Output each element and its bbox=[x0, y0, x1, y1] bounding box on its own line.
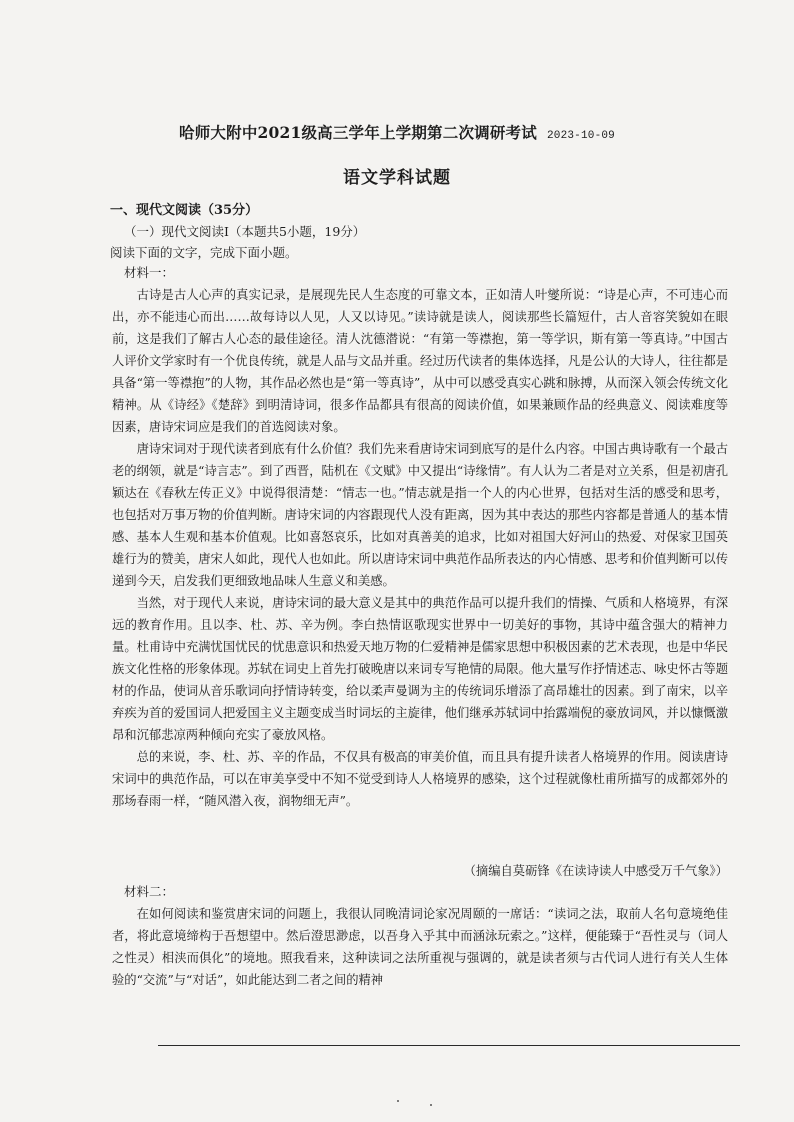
subject-title: 语文学科试题 bbox=[343, 168, 451, 188]
scan-speck bbox=[397, 1100, 399, 1102]
exam-title-text: 哈师大附中2021级高三学年上学期第二次调研考试 bbox=[179, 123, 537, 142]
section-heading: 一、现代文阅读（35分） bbox=[110, 203, 259, 218]
exam-title bbox=[0, 121, 794, 143]
scan-speck bbox=[430, 1104, 432, 1106]
paragraph: 当然，对于现代人来说，唐诗宋词的最大意义是其中的典范作品可以提升我们的情操、气质和人格境界，有深远的教育作用。且以李、杜、苏、辛为例。李白热情讴歌现实世界中一切美好的事物，其诗中蕴含强大的精神力量。杜甫诗中充满忧国忧民的忧患意识和热爱天地万物的仁爱精神是儒家思想中积极因素的艺术表现，也是中华民族文化性格的形象体现。苏轼在词史上首先打破晚唐以来词专写艳情的局限。他大量写作抒情述志、咏史怀古等题材的作品，使词从音乐歌词向抒情诗转变，给以柔声曼调为主的传统词乐增添了高昂雄壮的因素。到了南宋，以辛弃疾为首的爱国词人把爱国主义主题变成当时词坛的主旋律，他们继承苏轼词中抬露端倪的豪放词风，并以慷慨激昂和沉郁悲凉两种倾向充实了豪放风格。 bbox=[112, 596, 728, 742]
section-subheading: （一）现代文阅读Ⅰ（本题共5小题，19分） bbox=[124, 224, 366, 239]
paragraph: 总的来说，李、杜、苏、辛的作品，不仅具有极高的审美价值，而且具有提升读者人格境界的作用。阅读唐诗宋词中的典范作品，可以在审美享受中不知不觉受到诗人人格境界的感染，这个过程就像杜甫所描写的成都郊外的那场春雨一样，“随风潜入夜，润物细无声”。 bbox=[112, 750, 728, 808]
exam-date: 2023-10-09 bbox=[546, 130, 615, 142]
material-2-label: 材料二： bbox=[124, 884, 175, 899]
paragraph: 唐诗宋词对于现代读者到底有什么价值？我们先来看唐诗宋词到底写的是什么内容。中国古典诗歌有一个最古老的纲领，就是“诗言志”。到了西晋，陆机在《文赋》中又提出“诗缘情”。有人认为二者是对立关系，但是初唐孔颖达在《春秋左传正义》中说得很清楚：“情志一也。”情志就是指一个人的内心世界，包括对生活的感受和思考，也包括对万事万物的价值判断。唐诗宋词的内容跟现代人没有距离，因为其中表达的那些内容都是普通人的基本情感、基本人生观和基本价值观。比如喜怒哀乐，比如对真善美的追求，比如对祖国大好河山的热爱、对保家卫国英雄行为的赞美，唐宋人如此，现代人也如此。所以唐诗宋词中典范作品所表达的内心情感、思考和价值判断可以传递到今天，启发我们更细致地品味人生意义和美感。 bbox=[112, 442, 728, 588]
material-1-body bbox=[112, 284, 728, 812]
material-1-label: 材料一： bbox=[124, 265, 175, 280]
material-1-citation: （摘编自莫砺锋《在读诗读人中感受万千气象》） bbox=[463, 864, 728, 878]
paragraph: 古诗是古人心声的真实记录，是展现先民人生态度的可靠文本，正如清人叶燮所说：“诗是心声，不可违心而出，亦不能违心而出……故每诗以人见，人又以诗见。”读诗就是读人，阅读那些长篇短什，古人音容笑貌如在眼前，这是我们了解古人心态的最佳途径。清人沈德潜说：“有第一等襟抱，第一等学识，斯有第一等真诗。”中国古人评价文学家时有一个优良传统，就是人品与文品并重。经过历代读者的集体选择，凡是公认的大诗人，往往都是具备“第一等襟抱”的人物，其作品必然也是“第一等真诗”，从中可以感受真实心跳和脉搏，从而深入领会传统文化精神。从《诗经》《楚辞》到明清诗词，很多作品都具有很高的阅读价值，如果兼顾作品的经典意义、阅读难度等因素，唐诗宋词应是我们的首选阅读对象。 bbox=[112, 288, 728, 434]
material-2-body bbox=[112, 903, 728, 991]
footer-rule bbox=[158, 1045, 740, 1046]
paragraph: 在如何阅读和鉴赏唐宋词的问题上，我很认同晚清词论家况周颐的一席话：“读词之法，取前人名句意境绝佳者，将此意境缔构于吾想望中。然后澄思渺虑，以吾身入乎其中而涵泳玩索之。”这样，便能臻于“吾性灵与（词人之性灵）相浃而俱化”的境地。照我看来，这种读词之法所重视与强调的，就是读者须与古代词人进行有关人生体验的“交流”与“对话”，如此能达到二者之间的精神 bbox=[112, 907, 728, 987]
reading-instruction: 阅读下面的文字，完成下面小题。 bbox=[110, 245, 298, 260]
